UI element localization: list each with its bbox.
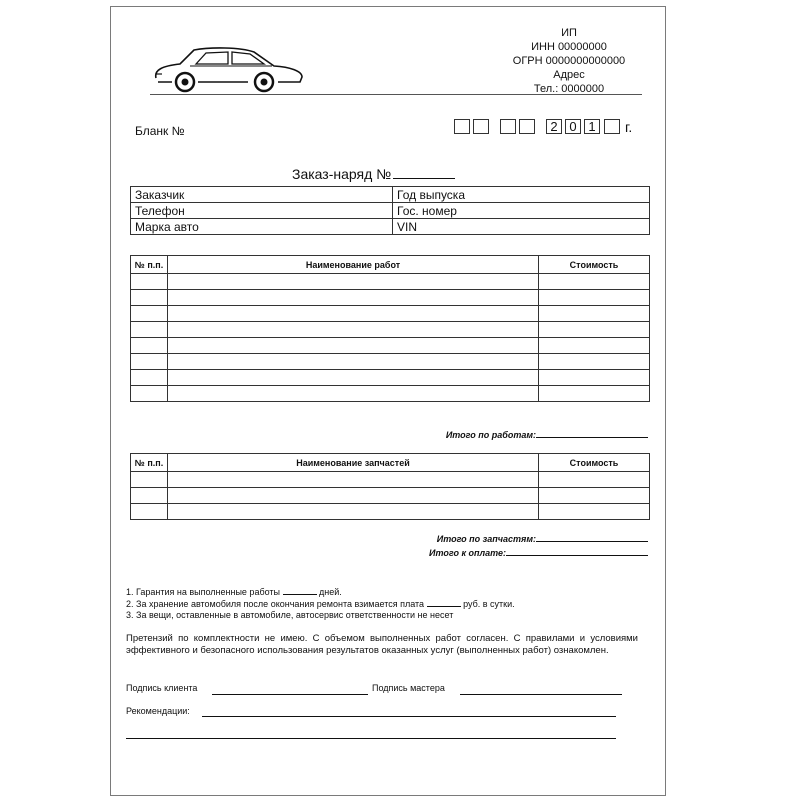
acceptance-statement: Претензий по комплектности не имею. С объемом выполненных работ согласен. С правилами и условиями эффективного и безопасного использования результатов оказанных услуг (выполненных работ) ознакомлен. [126, 633, 638, 656]
term-belongings: 3. За вещи, оставленные в автомобиле, автосервис ответственности не несет [126, 610, 454, 620]
year-suffix: г. [625, 119, 633, 135]
row-number-cell[interactable] [131, 504, 168, 520]
row-number-cell[interactable] [131, 338, 168, 354]
row-name-cell[interactable] [168, 488, 539, 504]
table-row [131, 386, 650, 402]
master-signature-label: Подпись мастера [372, 683, 445, 693]
order-title [292, 166, 455, 182]
term-storage [126, 598, 515, 610]
row-number-cell[interactable] [131, 274, 168, 290]
row-cost-cell[interactable] [539, 338, 650, 354]
row-cost-cell[interactable] [539, 354, 650, 370]
col-header-cost: Стоимость [539, 454, 650, 472]
row-name-cell[interactable] [168, 274, 539, 290]
term-storage-unit: руб. в сутки. [463, 599, 515, 609]
recommendations-line-1[interactable] [202, 716, 616, 717]
row-name-cell[interactable] [168, 472, 539, 488]
col-header-cost: Стоимость [539, 256, 650, 274]
recommendations-line-2[interactable] [126, 738, 616, 739]
phone-field[interactable]: Телефон [131, 203, 393, 219]
company-type: ИП [561, 27, 577, 39]
table-header-row [131, 256, 650, 274]
company-ogrn: ОГРН 0000000000000 [512, 55, 626, 67]
table-header-row [131, 454, 650, 472]
year-digit-box: 0 [565, 119, 581, 134]
row-name-cell[interactable] [168, 290, 539, 306]
row-name-cell[interactable] [168, 306, 539, 322]
term-warranty [126, 586, 342, 598]
info-row [131, 219, 650, 235]
year-field[interactable]: Год выпуска [393, 187, 650, 203]
grand-total-label: Итого к оплате: [429, 548, 506, 558]
customer-field[interactable]: Заказчик [131, 187, 393, 203]
row-cost-cell[interactable] [539, 504, 650, 520]
col-header-number: № п.п. [131, 256, 168, 274]
row-cost-cell[interactable] [539, 306, 650, 322]
table-row [131, 306, 650, 322]
date-day-box-1[interactable] [454, 119, 470, 134]
row-cost-cell[interactable] [539, 274, 650, 290]
table-row [131, 322, 650, 338]
col-header-part-name: Наименование запчастей [168, 454, 539, 472]
table-row [131, 354, 650, 370]
row-number-cell[interactable] [131, 322, 168, 338]
parts-total-label: Итого по запчастям: [436, 534, 536, 544]
row-number-cell[interactable] [131, 306, 168, 322]
year-digit-box: 2 [546, 119, 562, 134]
parts-table [130, 453, 650, 520]
date-month-box-2[interactable] [519, 119, 535, 134]
client-signature-label: Подпись клиента [126, 683, 198, 693]
row-name-cell[interactable] [168, 504, 539, 520]
row-cost-cell[interactable] [539, 322, 650, 338]
company-details [494, 26, 644, 96]
client-signature-field[interactable] [212, 694, 368, 695]
table-row [131, 274, 650, 290]
master-signature-field[interactable] [460, 694, 622, 695]
year-digit-box: 1 [584, 119, 600, 134]
table-row [131, 290, 650, 306]
row-cost-cell[interactable] [539, 488, 650, 504]
col-header-number: № п.п. [131, 454, 168, 472]
row-number-cell[interactable] [131, 488, 168, 504]
works-table [130, 255, 650, 402]
info-row [131, 187, 650, 203]
row-name-cell[interactable] [168, 354, 539, 370]
vin-field[interactable]: VIN [393, 219, 650, 235]
row-cost-cell[interactable] [539, 386, 650, 402]
row-number-cell[interactable] [131, 290, 168, 306]
parts-total [380, 532, 648, 544]
table-row [131, 504, 650, 520]
storage-fee-field[interactable] [427, 598, 461, 607]
header-divider [150, 94, 642, 95]
company-phone: Тел.: 0000000 [533, 83, 605, 95]
row-cost-cell[interactable] [539, 370, 650, 386]
customer-info-table [130, 186, 650, 235]
car-brand-field[interactable]: Марка авто [131, 219, 393, 235]
date-month-box-1[interactable] [500, 119, 516, 134]
row-number-cell[interactable] [131, 354, 168, 370]
term-warranty-unit: дней. [319, 587, 342, 597]
grand-total-field[interactable] [506, 546, 648, 556]
row-number-cell[interactable] [131, 472, 168, 488]
year-last-digit-box[interactable] [604, 119, 620, 134]
table-row [131, 472, 650, 488]
recommendations-label: Рекомендации: [126, 706, 190, 716]
row-number-cell[interactable] [131, 370, 168, 386]
order-title-text: Заказ-наряд № [292, 166, 392, 182]
parts-total-field[interactable] [536, 532, 648, 542]
company-address: Адрес [553, 69, 585, 81]
table-row [131, 370, 650, 386]
col-header-work-name: Наименование работ [168, 256, 539, 274]
table-row [131, 338, 650, 354]
order-number-field[interactable] [393, 166, 455, 179]
works-total [400, 428, 648, 440]
term-storage-text: 2. За хранение автомобиля после окончания ремонта взимается плата [126, 599, 425, 609]
works-total-label: Итого по работам: [445, 430, 536, 440]
row-name-cell[interactable] [168, 370, 539, 386]
warranty-days-field[interactable] [283, 586, 317, 595]
grand-total [380, 546, 648, 558]
row-number-cell[interactable] [131, 386, 168, 402]
term-warranty-text: 1. Гарантия на выполненные работы [126, 587, 280, 597]
info-row [131, 203, 650, 219]
company-inn: ИНН 00000000 [531, 41, 607, 53]
works-total-field[interactable] [536, 428, 648, 438]
row-name-cell[interactable] [168, 338, 539, 354]
blank-number-label: Бланк № [135, 124, 185, 138]
car-logo-icon [150, 44, 308, 98]
row-cost-cell[interactable] [539, 472, 650, 488]
row-name-cell[interactable] [168, 322, 539, 338]
date-day-box-2[interactable] [473, 119, 489, 134]
row-name-cell[interactable] [168, 386, 539, 402]
row-cost-cell[interactable] [539, 290, 650, 306]
plate-field[interactable]: Гос. номер [393, 203, 650, 219]
table-row [131, 488, 650, 504]
